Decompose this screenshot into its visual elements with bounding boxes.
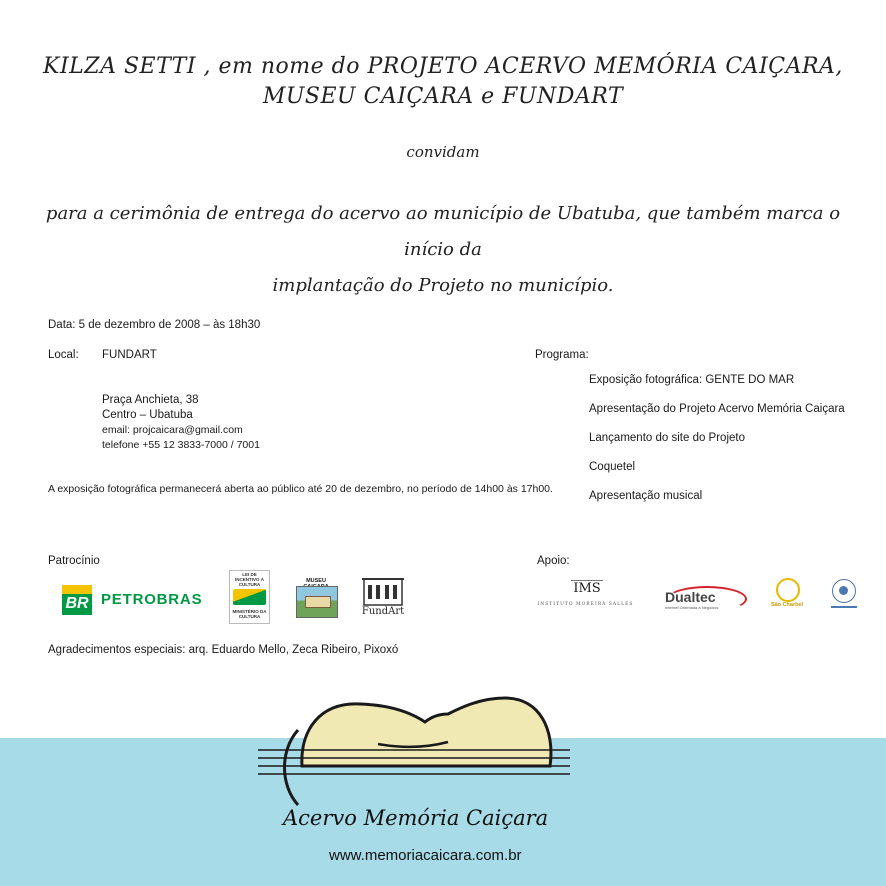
local-label: Local: [48, 349, 79, 361]
hotel-emblem-icon [776, 578, 800, 602]
invitation-purpose [40, 196, 846, 304]
website-url[interactable]: www.memoriacaicara.com.br [329, 847, 522, 864]
invite-verb: convidam [406, 143, 480, 161]
invitation-header [40, 52, 846, 112]
sponsors-label: Patrocínio [48, 555, 100, 567]
dualtec-name: Dualtec [665, 589, 716, 605]
program-item: Exposição fotográfica: GENTE DO MAR [589, 374, 795, 386]
program-item: Apresentação musical [589, 490, 703, 502]
ministerio-text: MINISTÉRIO DA CULTURA [232, 609, 267, 619]
petrobras-br-text: BR [65, 595, 89, 612]
petrobras-logo-mark [62, 585, 92, 615]
program-item: Coquetel [589, 461, 636, 473]
purpose-line-1: para a cerimônia de entrega do acervo ao município de Ubatuba, que também marca o início da [45, 203, 841, 260]
invitation-line-1: KILZA SETTI , em nome do PROJETO ACERVO MEMÓRIA CAIÇARA, [43, 54, 843, 79]
ims-mark: IMS [571, 580, 603, 601]
museu-caicara-logo [293, 578, 339, 618]
fundart-logo [360, 575, 406, 620]
ims-logo [533, 580, 638, 610]
address-line-2: Centro – Ubatuba [102, 409, 193, 421]
circular-seal-logo [828, 578, 860, 614]
purpose-line-2: implantação do Projeto no município. [272, 275, 614, 296]
fundart-name: FundArt [361, 606, 405, 617]
address-line-1: Praça Anchieta, 38 [102, 394, 199, 406]
contact-phone: telefone +55 12 3833-7000 / 7001 [102, 439, 260, 451]
flag-icon [233, 589, 266, 605]
hotel-name: São Charbel [770, 602, 804, 608]
lei-incentivo-text: LEI DE INCENTIVO À CULTURA [234, 572, 264, 587]
brand-name: Acervo Memória Caiçara [283, 806, 549, 830]
program-label: Programa: [535, 349, 589, 361]
museum-building-icon [296, 586, 338, 618]
ims-name: INSTITUTO MOREIRA SALLES [537, 602, 634, 607]
program-item: Lançamento do site do Projeto [589, 432, 745, 444]
dualtec-logo [665, 584, 745, 612]
fundart-building-icon [360, 575, 406, 607]
museu-caicara-title: MUSEU [306, 578, 326, 584]
support-label: Apoio: [537, 555, 570, 567]
program-item: Apresentação do Projeto Acervo Memória Caiçara [589, 403, 845, 415]
lei-incentivo-logo [229, 570, 270, 624]
event-date: Data: 5 de dezembro de 2008 – às 18h30 [48, 319, 261, 331]
hotel-logo [767, 578, 807, 618]
exhibition-note: A exposição fotográfica permanecerá aberta ao público até 20 de dezembro, no período de 14h00 às 17h00. [48, 483, 553, 495]
special-thanks: Agradecimentos especiais: arq. Eduardo Mello, Zeca Ribeiro, Pixoxó [48, 644, 399, 656]
local-value: FUNDART [102, 349, 157, 361]
contact-email: email: projcaicara@gmail.com [102, 424, 243, 436]
invitation-line-2: MUSEU CAIÇARA e FUNDART [262, 84, 624, 109]
petrobras-name: PETROBRAS [101, 591, 203, 608]
dualtec-tagline: Internet Orientada a Negócios [665, 605, 719, 610]
